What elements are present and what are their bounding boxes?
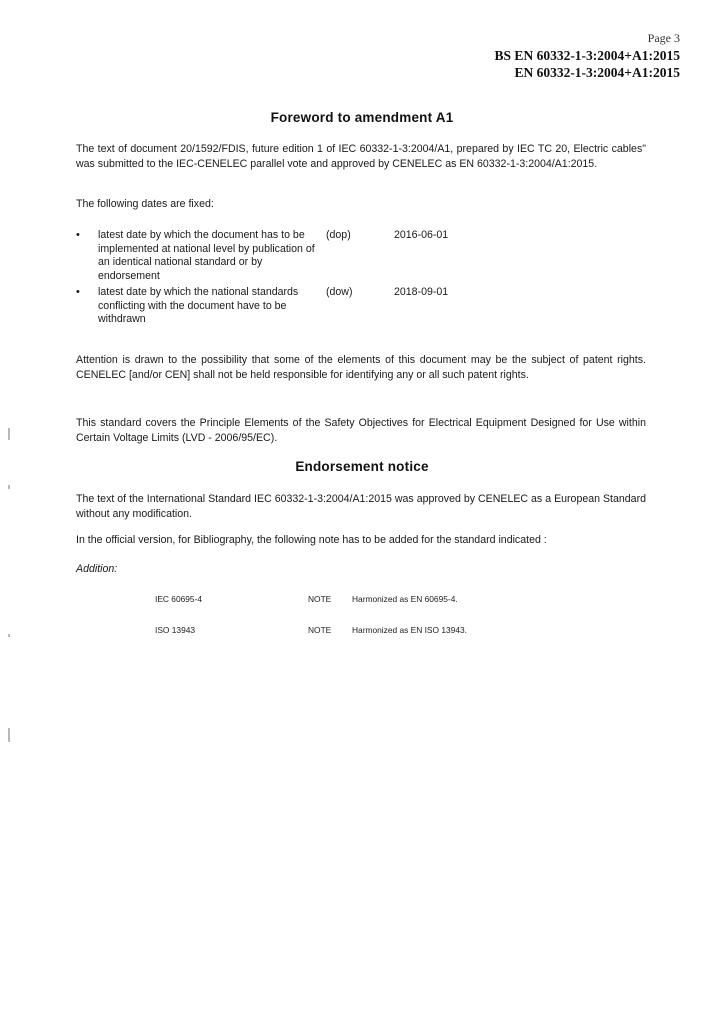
date-value: 2016-06-01 [394,229,449,241]
date-description: latest date by which the national standards conflicting with the document have to be withdrawn [98,286,299,325]
note-row [155,625,467,635]
scan-mark [8,428,10,440]
bullet: • [76,229,80,241]
note-standard: ISO 13943 [155,625,196,635]
note-keyword: NOTE [308,594,332,604]
bullet: • [76,286,80,298]
endorsement-paragraph: The text of the International Standard IEC 60332-1-3:2004/A1:2015 was approved by CENELEC as a European Standard without any modification. [76,493,646,520]
standard-id-bs: BS EN 60332-1-3:2004+A1:2015 [494,48,680,63]
lvd-paragraph: This standard covers the Principle Elements of the Safety Objectives for Electrical Equipment Designed for Use within Certain Voltage Limits (LVD - 2006/95/EC). [76,417,646,444]
addition-label: Addition: [76,563,118,575]
date-code: (dop) [326,229,351,241]
date-value: 2018-09-01 [394,286,449,298]
foreword-intro-paragraph: The text of document 20/1592/FDIS, future edition 1 of IEC 60332-1-3:2004/A1, prepared by IEC TC 20, Electric cables" was submitted to the IEC-CENELEC parallel vote and approved by CENELEC as EN 60332-1-3:2004/A1:2015. [76,143,646,170]
dates-list [76,229,496,330]
date-description: latest date by which the document has to be implemented at national level by publication of an identical national standard or by endorsement [98,229,315,282]
patent-paragraph: Attention is drawn to the possibility that some of the elements of this document may be the subject of patent rights. CENELEC [and/or CEN] shall not be held responsible for identifying any or all such patent rights. [76,354,646,381]
date-code: (dow) [326,286,353,298]
list-item [76,229,496,283]
list-item [76,286,496,327]
endorsement-heading: Endorsement notice [295,459,429,474]
note-text: Harmonized as EN ISO 13943. [352,625,467,635]
note-row [155,594,458,604]
scan-mark [8,634,10,637]
note-keyword: NOTE [308,625,332,635]
standard-id-en: EN 60332-1-3:2004+A1:2015 [514,65,680,80]
page-header [495,30,680,81]
note-text: Harmonized as EN 60695-4. [352,594,458,604]
dates-intro-paragraph: The following dates are fixed: [76,198,214,210]
scan-mark [8,728,10,742]
foreword-heading: Foreword to amendment A1 [270,110,454,125]
note-standard: IEC 60695-4 [155,594,203,604]
scan-mark [8,485,10,489]
bibliography-paragraph: In the official version, for Bibliography, the following note has to be added for the standard indicated : [76,534,547,546]
page-number: Page 3 [647,31,680,45]
